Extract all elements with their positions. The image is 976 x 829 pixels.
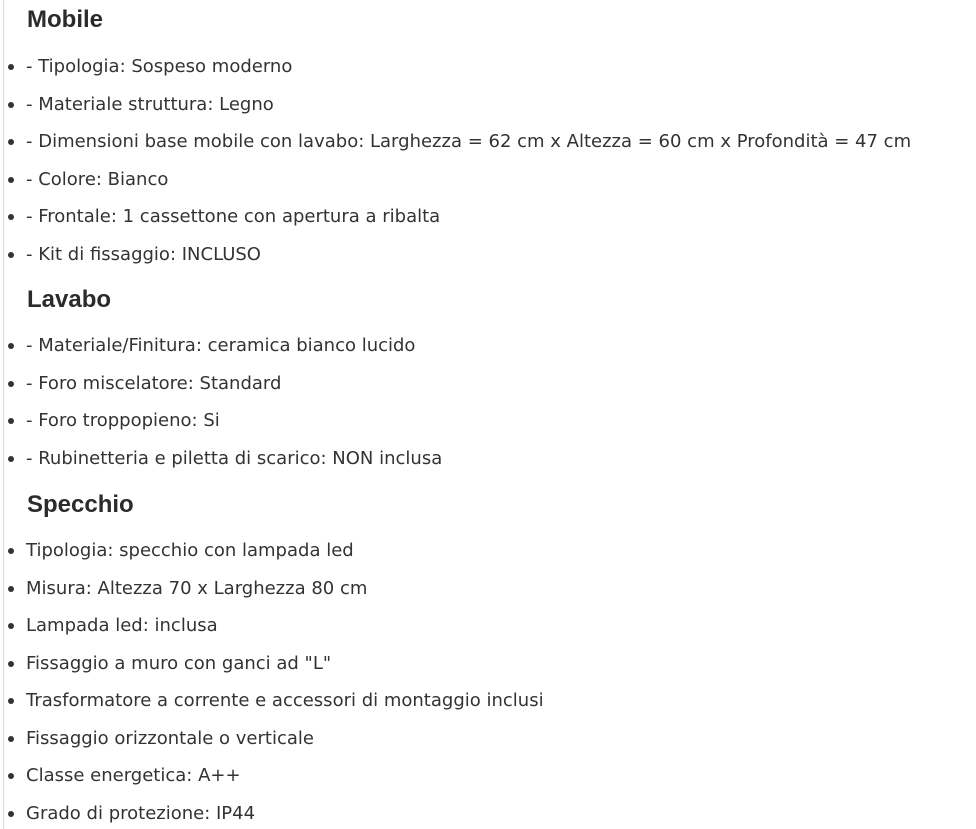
list-item [0,123,976,161]
list-item [0,607,976,645]
list-item-text: - Kit di fissaggio: INCLUSO [26,243,261,265]
spec-list-lavabo [0,327,976,477]
bullet-icon [8,456,14,462]
section-title-mobile: Mobile [27,6,103,33]
bullet-icon [8,102,14,108]
list-item-text: - Frontale: 1 cassettone con apertura a ribalta [26,206,441,227]
list-item [0,440,976,478]
bullet-icon [8,736,14,742]
list-item [0,402,976,440]
list-item [0,757,976,795]
section-title-lavabo: Lavabo [27,286,112,313]
list-item [0,48,976,86]
list-item-text: Fissaggio a muro con ganci ad "L" [26,652,332,674]
bullet-icon [8,139,14,145]
list-item-text: Grado di protezione: IP44 [26,802,256,824]
list-item [0,327,976,365]
list-item [0,682,976,720]
bullet-icon [8,252,14,258]
list-item [0,161,976,199]
list-item-text: - Tipologia: Sospeso moderno [26,56,293,77]
list-item [0,532,976,570]
list-item [0,198,976,236]
bullet-icon [8,177,14,183]
spec-list-mobile [0,48,976,273]
bullet-icon [8,661,14,667]
bullet-icon [8,214,14,220]
spec-list-specchio [0,532,976,829]
list-item-text: - Rubinetteria e piletta di scarico: NON inclusa [26,447,443,469]
list-item [0,570,976,608]
bullet-icon [8,773,14,779]
bullet-icon [8,381,14,387]
bullet-icon [8,548,14,554]
list-item-text: Trasformatore a corrente e accessori di montaggio inclusi [26,690,544,711]
bullet-icon [8,64,14,70]
bullet-icon [8,623,14,629]
list-item-text: Tipologia: specchio con lampada led [26,540,354,561]
list-item-text: Lampada led: inclusa [26,615,218,636]
section-mobile [0,2,976,273]
list-item [0,365,976,403]
list-item-text: - Foro troppopieno: Si [26,410,220,431]
list-item [0,795,976,829]
list-item [0,86,976,124]
list-item-text: - Foro miscelatore: Standard [26,372,282,394]
list-item-text: - Colore: Bianco [26,168,169,190]
section-specchio [0,487,976,829]
list-item-text: - Dimensioni base mobile con lavabo: Larghezza = 62 cm x Altezza = 60 cm x Profondità = 47 cm [26,131,912,152]
list-item-text: Classe energetica: A++ [26,765,241,786]
list-item [0,236,976,274]
list-item [0,720,976,758]
bullet-icon [8,418,14,424]
list-item-text: - Materiale/Finitura: ceramica bianco lucido [26,335,416,356]
list-item-text: - Materiale struttura: Legno [26,93,274,115]
list-item-text: Misura: Altezza 70 x Larghezza 80 cm [26,577,368,599]
section-lavabo [0,282,976,477]
bullet-icon [8,698,14,704]
list-item-text: Fissaggio orizzontale o verticale [26,727,314,749]
bullet-icon [8,343,14,349]
list-item [0,645,976,683]
section-title-specchio: Specchio [27,491,134,518]
bullet-icon [8,811,14,817]
bullet-icon [8,586,14,592]
